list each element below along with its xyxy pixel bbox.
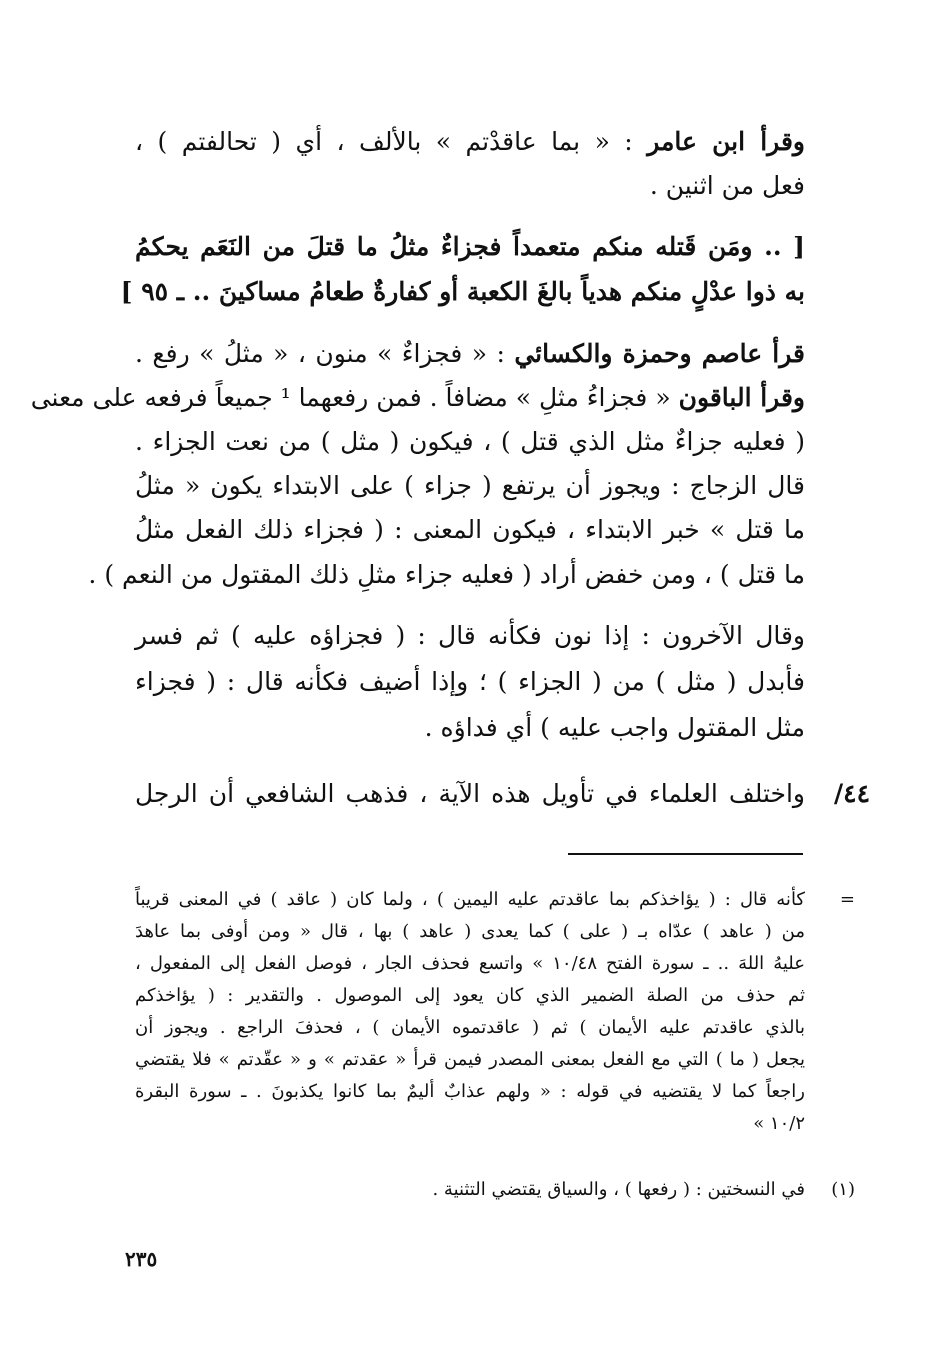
footnote-line: ١٠/٢ » (753, 1113, 805, 1134)
body-line: مثل المقتول واجب عليه ) أي فداؤه . (424, 713, 805, 742)
page-number: ٢٣٥ (125, 1247, 158, 1271)
footnote-text: في النسختين : ( رفعها ) ، والسياق يقتضي التثنية . (432, 1179, 805, 1200)
verse-line: به ذوا عدْلٍ منكم هدياً بالغَ الكعبة أو كفارةٌ طعامُ مساكينَ .. ـ ٩٥ ] (120, 277, 805, 306)
body-line: واختلف العلماء في تأويل هذه الآية ، فذهب الشافعي أن الرجل (135, 779, 805, 808)
line-text: « فجزاءُ مثلِ » مضافاً . فمن رفعهما ¹ جميعاً فرفعه على معنى (30, 383, 679, 412)
reader-name: قرأ عاصم وحمزة والكسائي (514, 339, 806, 368)
footnote-line: بالذي عاقدتم عليه الأيمان ) ثم ( عاقدتموه الأيمان ) ، فحذفَ الراجع . ويجوز أن (135, 1017, 805, 1038)
body-line: فعل من اثنين . (649, 171, 805, 200)
footnote-line: ثم حذف من الصلة الضمير الذي كان يعود إلى الموصول . والتقدير : ( يؤاخذكم (135, 985, 805, 1006)
line-text: : « فجزاءٌ » منون ، « مثلُ » رفع . (135, 339, 515, 368)
line-text: : « بما عاقدْتم » بالألف ، أي ( تحالفتم ) ، (135, 127, 648, 156)
reader-name: وقرأ ابن عامر (647, 127, 805, 156)
verse-line: [ .. ومَن قَتله منكم متعمداً فجزاءٌ مثلُ ما قتلَ من النَعَم يحكمُ (135, 232, 805, 261)
body-line: وقال الآخرون : إذا نون فكأنه قال : ( فجزاؤه عليه ) ثم فسر (135, 621, 805, 650)
footnote-continuation-marker: = (839, 889, 855, 910)
body-line (135, 120, 805, 164)
footnote-line: كأنه قال : ( يؤاخذكم بما عاقدتم عليه اليمين ) ، ولما كان ( عاقد ) في المعنى قريباً (135, 889, 805, 910)
footnote-line: عليهُ اللهَ .. ـ سورة الفتح ١٠/٤٨ » واتسع فحذف الجار ، فوصل الفعل إلى المفعول ، (135, 953, 805, 974)
footnote-line: من ( عاهد ) عدّاه بـ ( على ) كما يعدى ( عاهد ) بها ، قال « ومن أوفى بما عاهدَ (135, 921, 805, 942)
body-line: ما قتل » خبر الابتداء ، فيكون المعنى : ( فجزاء ذلك الفعل مثلُ (135, 515, 805, 544)
body-line: فأبدل ( مثل ) من ( الجزاء ) ؛ وإذا أضيف فكأنه قال : ( فجزاء (135, 667, 805, 696)
footnote-line: راجعاً كما لا يقتضيه في قوله : « ولهم عذابٌ أليمٌ بما كانوا يكذبونَ . ـ سورة البقرة (135, 1081, 805, 1102)
body-line (30, 376, 805, 420)
footnote-number: (١) (831, 1179, 855, 1200)
footnote-line: يجعل ( ما ) التي مع الفعل بمعنى المصدر فيمن قرأ « عقدتم » و « عقّدتم » فلا يقتضي (135, 1049, 805, 1070)
body-line: ما قتل ) ، ومن خفض أراد ( فعليه جزاء مثلِ ذلك المقتول من النعم ) . (88, 560, 805, 589)
footnote-separator (568, 853, 803, 855)
manuscript-folio-marker: ٤٤/ (834, 779, 870, 808)
body-line: ( فعليه جزاءٌ مثل الذي قتل ) ، فيكون ( مثل ) من نعت الجزاء . (135, 427, 805, 456)
reader-name: وقرأ الباقون (678, 383, 805, 412)
body-line (135, 332, 805, 376)
body-line: قال الزجاج : ويجوز أن يرتفع ( جزاء ) على الابتداء يكون « مثلُ (135, 471, 805, 500)
